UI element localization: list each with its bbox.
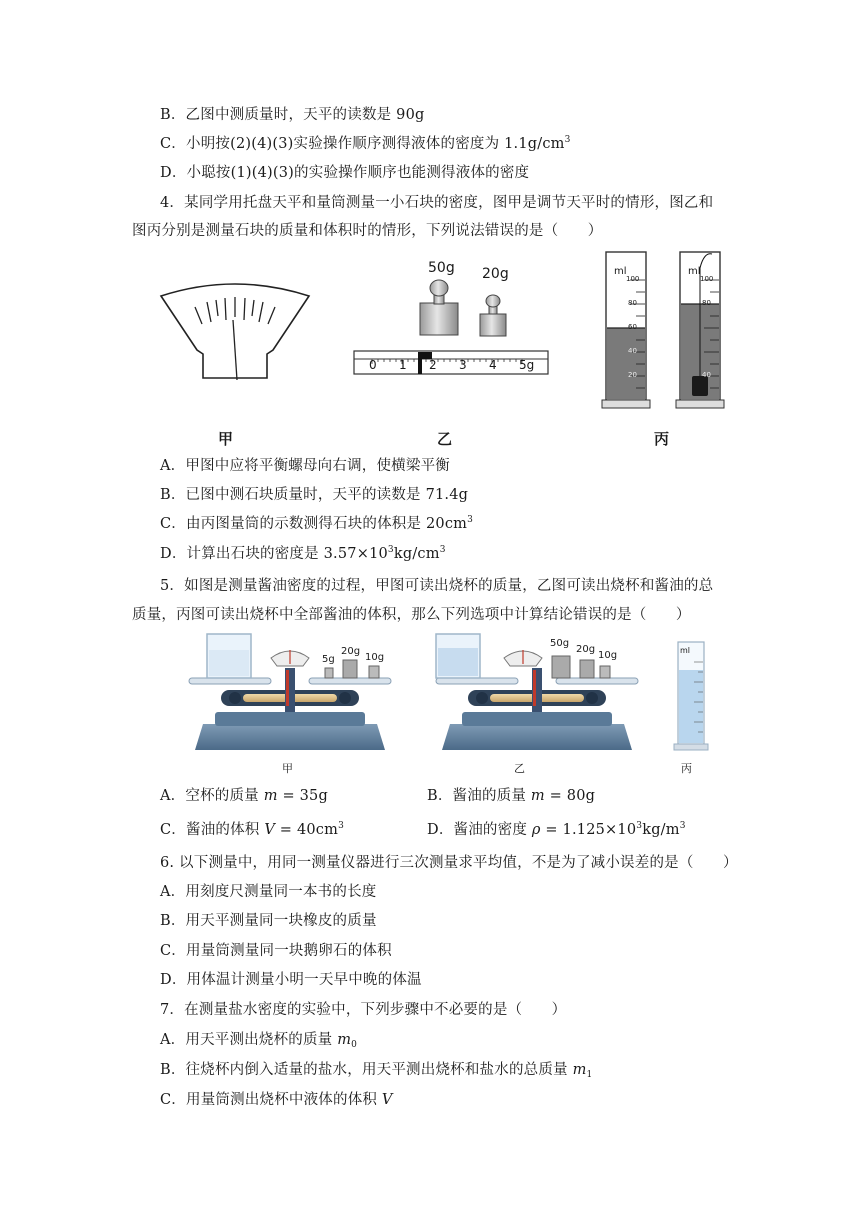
q5-jia-weight-5g: 5g	[322, 654, 335, 665]
q4-label-yi: 乙	[437, 430, 453, 448]
prev-option-b: B．乙图中测质量时，天平的读数是 90g	[160, 107, 425, 123]
q5-balance-jia-figure	[185, 628, 395, 758]
q4-ruler-tick-3: 3	[459, 358, 467, 372]
q4-weights-ruler-figure	[350, 258, 560, 378]
q4-option-c: C．由丙图量筒的示数测得石块的体积是 $20cm^3$	[160, 515, 474, 532]
q4-option-a: A．甲图中应将平衡螺母向右调，使横梁平衡	[160, 458, 450, 474]
prev-option-d: D．小聪按(1)(4)(3)的实验操作顺序也能测得液体的密度	[160, 165, 530, 181]
q5-stem-line2: 质量，丙图可读出烧杯中全部酱油的体积，那么下列选项中计算结论错误的是（ ）	[132, 607, 691, 623]
q5-cylinder-unit: ml	[680, 646, 691, 655]
q4-balance-pointer-figure	[155, 280, 315, 382]
q5-label-jia: 甲	[282, 762, 293, 775]
q5-jia-weight-10g: 10g	[365, 652, 385, 663]
q5-option-c: C．酱油的体积 $V = 40cm^3$	[160, 821, 345, 838]
q4-weight-50g-label: 50g	[428, 260, 455, 276]
q4-option-d: D．计算出石块的密度是 $3.57\times 10^3kg/cm^3$	[160, 545, 446, 562]
q4-cyl1-tick-40: 40	[628, 347, 637, 355]
q7-option-b: B．往烧杯内倒入适量的盐水，用天平测出烧杯和盐水的总质量 $m_1$	[160, 1062, 593, 1080]
q4-label-jia: 甲	[218, 430, 234, 448]
q4-option-b: B．已图中测石块质量时，天平的读数是 71.4g	[160, 487, 469, 503]
q5-cylinder-figure	[672, 638, 712, 753]
prev-option-c: C．小明按(2)(4)(3)实验操作顺序测得液体的密度为 $1.1g/cm^3$	[160, 135, 571, 152]
q4-ruler-tick-0: 0	[369, 358, 377, 372]
q4-cyl2-tick-80: 80	[702, 299, 711, 307]
q4-cyl1-tick-60: 60	[628, 323, 637, 331]
q4-weight-20g-label: 20g	[482, 266, 509, 282]
q4-cyl1-tick-20: 20	[628, 371, 637, 379]
q6-option-c: C．用量筒测量同一块鹅卵石的体积	[160, 943, 392, 959]
q4-stem-line2: 图丙分别是测量石块的质量和体积时的情形，下列说法错误的是（ ）	[132, 223, 603, 239]
q7-option-a: A．用天平测出烧杯的质量 $m_0$	[160, 1032, 358, 1050]
q6-stem: 6. 以下测量中，用同一测量仪器进行三次测量求平均值，不是为了减小误差的是（ ）	[160, 855, 738, 871]
q4-weight-50g	[420, 280, 458, 335]
q4-ruler-tick-1: 1	[399, 358, 407, 372]
q4-ruler-tick-5g: 5g	[519, 358, 535, 372]
q5-yi-weight-20g: 20g	[576, 644, 596, 655]
q4-ruler-tick-2: 2	[429, 358, 437, 372]
q5-option-a: A．空杯的质量 m = 35g	[160, 788, 328, 804]
q5-option-d: D．酱油的密度 $\rho = 1.125\times 10^3kg/m^3$	[427, 821, 686, 838]
q4-cyl1-tick-100: 100	[626, 275, 640, 283]
q6-option-d: D．用体温计测量小明一天早中晚的体温	[160, 972, 422, 988]
q4-stem-line1: 4．某同学用托盘天平和量筒测量一小石块的密度，图甲是调节天平时的情形，图乙和	[160, 195, 714, 211]
q4-cyl2-tick-40: 40	[702, 371, 711, 379]
q5-label-bing: 丙	[681, 762, 692, 775]
q4-weight-20g	[480, 295, 506, 336]
q5-yi-weight-10g: 10g	[598, 650, 618, 661]
q5-yi-weight-50g: 50g	[550, 638, 570, 649]
q5-balance-yi-figure	[432, 628, 642, 758]
q4-cylinders-figure	[600, 248, 730, 413]
q7-stem: 7．在测量盐水密度的实验中，下列步骤中不必要的是（ ）	[160, 1002, 567, 1018]
q4-cyl2-unit: ml	[688, 266, 701, 277]
q6-option-b: B．用天平测量同一块橡皮的质量	[160, 913, 377, 929]
q5-stem-line1: 5．如图是测量酱油密度的过程，甲图可读出烧杯的质量，乙图可读出烧杯和酱油的总	[160, 578, 714, 594]
q7-option-c: C．用量筒测出烧杯中液体的体积 V	[160, 1092, 393, 1108]
q4-cyl1-unit: ml	[614, 266, 627, 277]
q4-ruler-tick-4: 4	[489, 358, 497, 372]
q4-cyl2-tick-100: 100	[700, 275, 714, 283]
q5-option-b: B．酱油的质量 m = 80g	[427, 788, 596, 804]
q5-label-yi: 乙	[514, 762, 525, 775]
q4-cyl1-tick-80: 80	[628, 299, 637, 307]
q4-label-bing: 丙	[654, 430, 670, 448]
q6-option-a: A．用刻度尺测量同一本书的长度	[160, 884, 377, 900]
q5-jia-weight-20g: 20g	[341, 646, 361, 657]
